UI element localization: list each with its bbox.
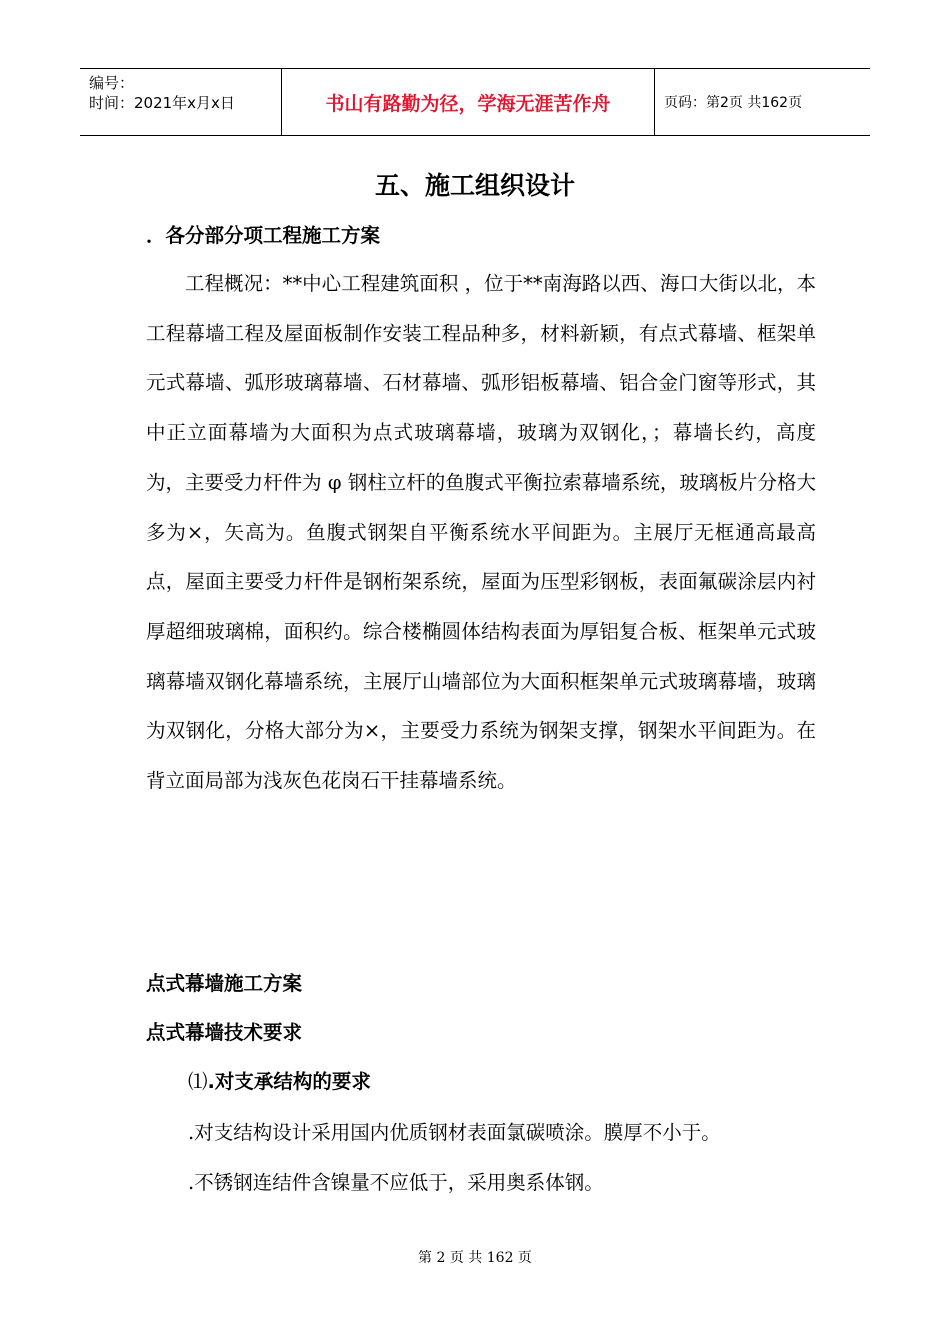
requirement-line-1: .对支结构设计采用国内优质钢材表面氯碳喷涂。膜厚不小于。 [188,1121,721,1144]
document-number-label: 编号： [89,74,135,92]
header-motto: 书山有路勤为径，学海无涯苦作舟 [282,69,655,135]
requirement-line-2: .不锈钢连结件含镍量不应低于，采用奥系体钢。 [188,1171,604,1194]
subsection-title: .对支承结构的要求 [207,1070,371,1093]
section-heading-construction-plans: ．各分部分项工程施工方案 [146,224,381,247]
subsection-support-structure [188,1066,371,1094]
subsection-number: ⑴ [188,1070,208,1093]
header-meta [80,69,282,135]
page-header [80,68,870,136]
document-title: 五、施工组织设计 [374,171,575,200]
document-date-label: 时间：2021年x月x日 [89,94,235,112]
header-page-info: 页码：第2页 共162页 [664,95,803,111]
project-overview-paragraph: 工程概况：**中心工程建筑面积 ，位于**南海路以西、海口大街以北，本工程幕墙工程及屋面板制作安装工程品种多，材料新颖，有点式幕墙、框架单元式幕墙、弧形玻璃幕墙、石材幕墙、弧形铝板幕墙、铝合金门窗等形式，其中正立面幕墙为大面积为点式玻璃幕墙，玻璃为双钢化，；幕墙长约，高度为，主要受力杆件为 φ 钢柱立杆的鱼腹式平衡拉索幕墙系统，玻璃板片分格大多为×，矢高为。鱼腹式钢架自平衡系统水平间距为。主展厅无框通高最高点，屋面主要受力杆件是钢桁架系统，屋面为压型彩钢板，表面氟碳涂层内衬厚超细玻璃棉，面积约。综合楼椭圆体结构表面为厚铝复合板、框架单元式玻璃幕墙双钢化幕墙系统，主展厅山墙部位为大面积框架单元式玻璃幕墙，玻璃为双钢化，分格大部分为×，主要受力系统为钢架支撑，钢架水平间距为。在背立面局部为浅灰色花岗石干挂幕墙系统。 [146,272,816,793]
section-heading-technical-requirements: 点式幕墙技术要求 [146,1021,303,1044]
section-heading-point-curtain-wall: 点式幕墙施工方案 [146,972,303,995]
page-footer: 第 2 页 共 162 页 [418,1250,532,1266]
